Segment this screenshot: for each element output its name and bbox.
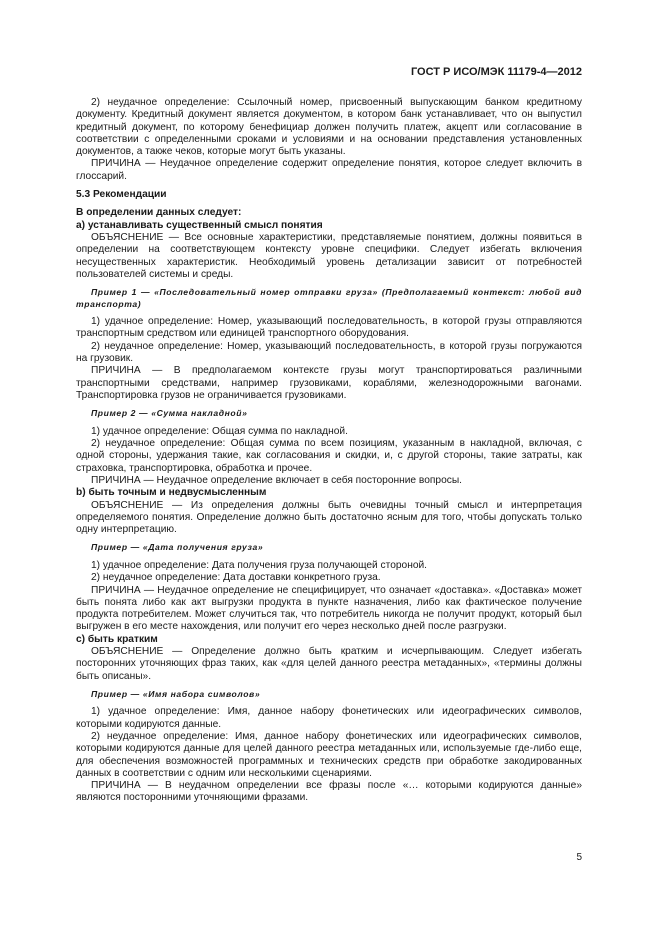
document-code: ГОСТ Р ИСО/МЭК 11179-4—2012	[410, 66, 582, 78]
example-4-title: Пример — «Имя набора символов»	[91, 688, 261, 699]
reason-paragraph: ПРИЧИНА — Неудачное определение содержит определение понятия, которое следует включить в глоссарий.	[76, 158, 582, 182]
example-4-reason: ПРИЧИНА — В неудачном определении все фразы после «… которыми кодируются данные» являются посторонними уточняющими фразами.	[76, 780, 582, 804]
example-1-reason: ПРИЧИНА — В предполагаемом контексте грузы могут транспортироваться различными транспортными средствами, например грузовиками, кораблями, железнодорожными вагонами. Транспортировка грузов не ограничивается грузовиками.	[76, 365, 582, 401]
subheading-a: а) устанавливать существенный смысл понятия	[76, 219, 323, 231]
example-3-bad: 2) неудачное определение: Дата доставки конкретного груза.	[91, 572, 381, 584]
example-1-bad: 2) неудачное определение: Номер, указывающий последовательность, в которой грузы погружаются на грузовик.	[76, 340, 582, 365]
document-body	[76, 97, 582, 805]
example-2-bad: 2) неудачное определение: Общая сумма по всем позициям, указанным в накладной, включая, с одной стороны, удержания такие, как согласования и скидки, и, с другой стороны, такие затраты, как страховка, транспортировка, обработка и прочее.	[76, 438, 582, 474]
paragraph: 2) неудачное определение: Ссылочный номер, присвоенный выпускающим банком кредитному документу. Кредитный документ является документом, в котором банк устанавливает, что он выпустил кредитный документ, по которому бенефициар должен получить платеж, акцепт или согласование в соответствии с определенными сроками и условиями и на основании представления установленных документов, а также чеков, которые могут быть указаны.	[76, 97, 582, 158]
explanation-c: ОБЪЯСНЕНИЕ — Определение должно быть кратким и исчерпывающим. Следует избегать посторонних уточняющих фраз таких, как «для целей данного реестра метаданных», «термины должны быть описаны».	[76, 645, 582, 682]
example-1-title: Пример 1 — «Последовательный номер отправки груза» (Предполагаемый контекст: любой вид транспорта)	[76, 287, 582, 309]
subheading-c: с) быть кратким	[76, 633, 158, 645]
example-1-good: 1) удачное определение: Номер, указывающий последовательность, в которой грузы отправляются транспортным средством или единицей транспортного оборудования.	[76, 316, 582, 340]
explanation-b: ОБЪЯСНЕНИЕ — Из определения должны быть очевидны точный смысл и интерпретация определяемого понятия. Определение должно быть достаточно ясным для того, чтобы допускать только одну интерпретацию.	[76, 499, 582, 536]
explanation-a: ОБЪЯСНЕНИЕ — Все основные характеристики, представляемые понятием, должны появиться в определении на соответствующем контексту уровне специфики. Следует избегать включения несущественных характеристик. Необходимый уровень детализации зависит от потребностей пользователей системы и среды.	[76, 231, 582, 280]
example-3-reason: ПРИЧИНА — Неудачное определение не специфицирует, что означает «доставка». «Доставка» может быть понята либо как акт выгрузки продукта в пункте назначения, либо как фактическое получение продукта потребителем. Может случиться так, что потребитель никогда не получит продукт, который был выгружен в его месте нахождения, или получит его через несколько дней после разгрузки.	[76, 584, 582, 633]
intro-heading: В определении данных следует:	[76, 207, 242, 219]
example-2-good: 1) удачное определение: Общая сумма по накладной.	[91, 425, 348, 437]
example-4-good: 1) удачное определение: Имя, данное набору фонетических или идеографических символов, которыми кодируются данные.	[76, 706, 582, 730]
section-title: 5.3 Рекомендации	[76, 189, 167, 201]
example-4-bad: 2) неудачное определение: Имя, данное набору фонетических или идеографических символов, которыми кодируются данные для целей данного реестра метаданных или, используемые где-либо еще, для обеспечения возможностей программных и технических средств при обработке закодированных данных в соответствии с одним или несколькими сценариями.	[76, 730, 582, 779]
example-2-title: Пример 2 — «Сумма накладной»	[91, 408, 248, 419]
example-3-good: 1) удачное определение: Дата получения груза получающей стороной.	[91, 559, 428, 571]
subheading-b: b) быть точным и недвусмысленным	[76, 487, 267, 499]
page-number: 5	[576, 852, 582, 863]
example-2-reason: ПРИЧИНА — Неудачное определение включает в себя посторонние вопросы.	[91, 474, 462, 486]
example-3-title: Пример — «Дата получения груза»	[91, 542, 264, 553]
